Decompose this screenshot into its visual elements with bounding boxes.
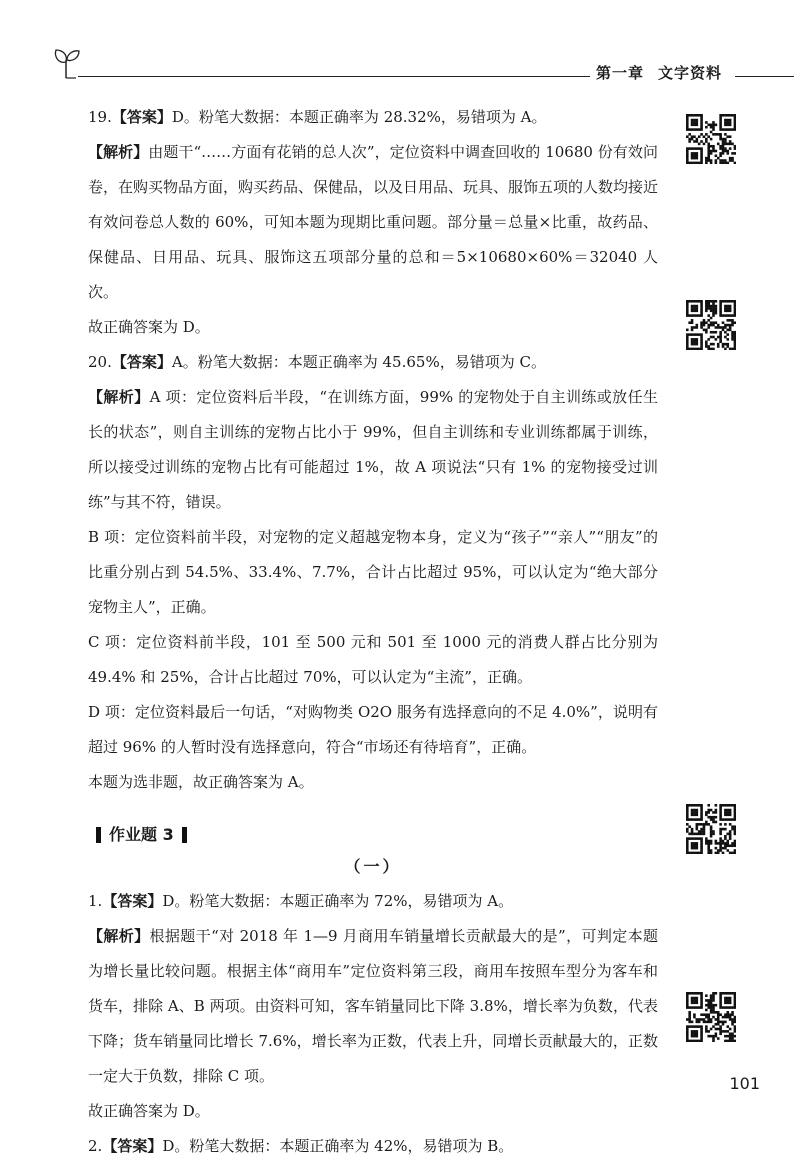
qr-code-icon[interactable] bbox=[686, 114, 736, 164]
page-content bbox=[88, 100, 658, 1164]
answer-line-2: 2.【答案】D。粉笔大数据：本题正确率为 42%，易错项为 B。 bbox=[88, 1137, 514, 1155]
section-bar-left bbox=[96, 827, 101, 843]
analysis-19: 【解析】由题干“……方面有花销的总人次”，定位资料中调查回收的 10680 份有效问卷，在购买物品方面，购买药品、保健品，以及日用品、玩具、服饰五项的人数均接近有效问卷总人数的 60%，可知本题为现期比重问题。部分量＝总量×比重，故药品、保健品、日用品、玩具、服饰这五项部分量的总和＝5×10680×60%＝32040 人次。 bbox=[88, 143, 659, 301]
header-rule-right bbox=[735, 76, 794, 77]
page-number: 101 bbox=[729, 1074, 760, 1093]
conclusion-19: 故正确答案为 D。 bbox=[88, 318, 210, 336]
answer-line-20: 20.【答案】A。粉笔大数据：本题正确率为 45.65%，易错项为 C。 bbox=[88, 353, 546, 371]
section-bar-right bbox=[182, 827, 187, 843]
qr-code-icon[interactable] bbox=[686, 804, 736, 854]
answer-line-19: 19.【答案】D。粉笔大数据：本题正确率为 28.32%，易错项为 A。 bbox=[88, 108, 547, 126]
conclusion-20: 本题为选非题，故正确答案为 A。 bbox=[88, 773, 314, 791]
qr-code-icon[interactable] bbox=[686, 992, 736, 1042]
analysis-20-d: D 项：定位资料最后一句话，“对购物类 O2O 服务有选择意向的不足 4.0%”，说明有超过 96% 的人暂时没有选择意向，符合“市场还有待培育”，正确。 bbox=[88, 703, 658, 756]
section-heading bbox=[88, 820, 658, 850]
chapter-name: 文字资料 bbox=[658, 64, 723, 82]
header-rule-left bbox=[78, 76, 590, 77]
leaf-sprout-icon bbox=[52, 46, 82, 80]
answer-line-1: 1.【答案】D。粉笔大数据：本题正确率为 72%，易错项为 A。 bbox=[88, 892, 514, 910]
section-title: 作业题 3 bbox=[109, 825, 174, 844]
analysis-1: 【解析】根据题干“对 2018 年 1—9 月商用车销量增长贡献最大的是”，可判定本题为增长量比较问题。根据主体“商用车”定位资料第三段，商用车按照车型分为客车和货车，排除 A、B 两项。由资料可知，客车销量同比下降 3.8%，增长率为负数，代表下降；货车销量同比增长 7.6%，增长率为正数，代表上升，同增长贡献最大的，正数一定大于负数，排除 C 项。 bbox=[88, 927, 658, 1085]
analysis-20-c: C 项：定位资料前半段，101 至 500 元和 501 至 1000 元的消费人群占比分别为 49.4% 和 25%，合计占比超过 70%，可以认定为“主流”，正确。 bbox=[88, 633, 658, 686]
chapter-number: 第一章 bbox=[596, 64, 645, 82]
qr-code-icon[interactable] bbox=[686, 300, 736, 350]
conclusion-1: 故正确答案为 D。 bbox=[88, 1102, 210, 1120]
subsection-heading: （一） bbox=[344, 857, 402, 876]
analysis-20-a: 【解析】A 项：定位资料后半段，“在训练方面，99% 的宠物处于自主训练或放任生长的状态”，则自主训练的宠物占比小于 99%，但自主训练和专业训练都属于训练，所以接受过训练的宠物占比有可能超过 1%，故 A 项说法“只有 1% 的宠物接受过训练”与其不符，错误。 bbox=[88, 388, 658, 511]
page-header bbox=[0, 40, 800, 90]
chapter-title bbox=[596, 62, 736, 83]
analysis-20-b: B 项：定位资料前半段，对宠物的定义超越宠物本身，定义为“孩子”“亲人”“朋友”的比重分别占到 54.5%、33.4%、7.7%，合计占比超过 95%，可以认定为“绝大部分宠物主人”，正确。 bbox=[88, 528, 658, 616]
